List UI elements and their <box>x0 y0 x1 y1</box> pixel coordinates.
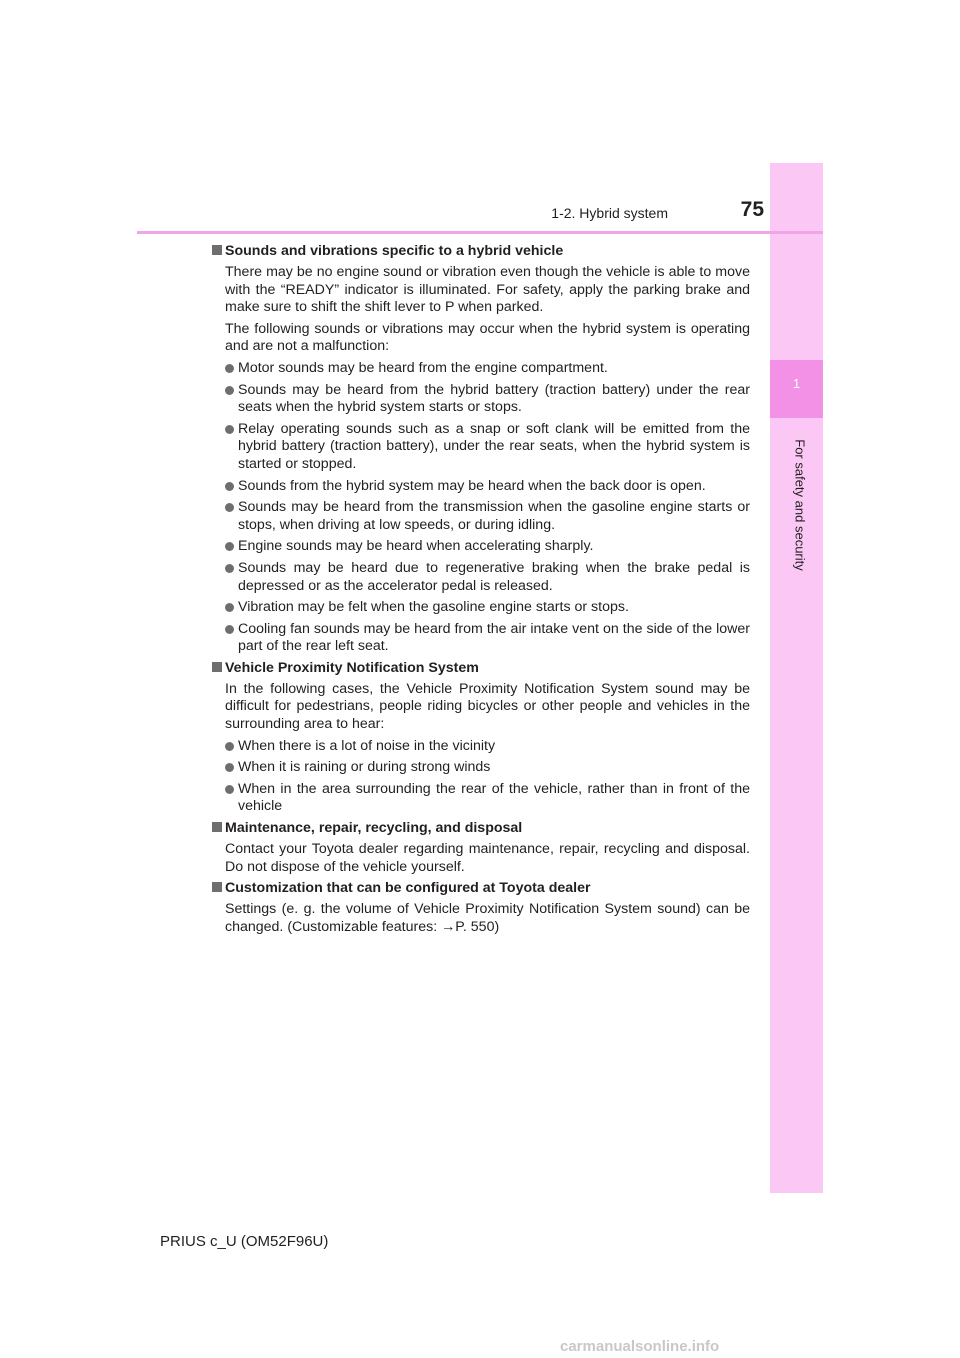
round-bullet-icon <box>225 425 234 434</box>
square-bullet-icon <box>212 882 222 892</box>
paragraph: Settings (e. g. the volume of Vehicle Proximity Notification System sound) can be changed. (Customizable features: →P. 550) <box>225 901 750 935</box>
list-item-text: When there is a lot of noise in the vicinity <box>238 737 496 754</box>
model-footer: PRIUS c_U (OM52F96U) <box>160 1233 329 1250</box>
paragraph: The following sounds or vibrations may occur when the hybrid system is operating and are not a malfunction: <box>225 320 750 355</box>
list-item <box>225 538 750 556</box>
section-heading-text: Sounds and vibrations specific to a hybrid vehicle <box>225 243 564 259</box>
round-bullet-icon <box>225 603 234 612</box>
chapter-side-band <box>770 163 823 1193</box>
section-heading <box>209 880 750 897</box>
list-item <box>225 421 750 474</box>
section-heading-text: Maintenance, repair, recycling, and disposal <box>225 820 523 837</box>
list-item <box>225 360 750 378</box>
list-item-text: Sounds from the hybrid system may be heard when the back door is open. <box>238 477 706 494</box>
section-heading-text: Customization that can be configured at Toyota dealer <box>225 880 591 897</box>
round-bullet-icon <box>225 386 234 395</box>
section-heading-text: Vehicle Proximity Notification System <box>225 659 479 676</box>
list-item <box>225 781 750 816</box>
page-number: 75 <box>740 198 764 221</box>
round-bullet-icon <box>225 482 234 491</box>
list-item-text: When it is raining or during strong winds <box>238 759 491 776</box>
paragraph: Contact your Toyota dealer regarding maintenance, repair, recycling and disposal. Do not dispose of the vehicle yourself. <box>225 841 750 875</box>
list-item <box>225 759 750 777</box>
round-bullet-icon <box>225 785 234 794</box>
paragraph: In the following cases, the Vehicle Proximity Notification System sound may be difficult for pedestrians, people riding bicycles or other people and vehicles in the surrounding area to hear: <box>225 680 750 733</box>
list-item-text: Sounds may be heard due to regenerative braking when the brake pedal is depressed or as the accelerator pedal is released. <box>238 559 750 594</box>
list-item <box>225 382 750 417</box>
list-item-text: Motor sounds may be heard from the engine compartment. <box>238 359 608 376</box>
round-bullet-icon <box>225 564 234 573</box>
round-bullet-icon <box>225 364 234 373</box>
list-item <box>225 599 750 617</box>
paragraph: There may be no engine sound or vibration even though the vehicle is able to move with the “READY” indicator is illuminated. For safety, apply the parking brake and make sure to shift the shift lever to P when parked. <box>225 264 750 316</box>
list-item-text: Vibration may be felt when the gasoline engine starts or stops. <box>238 599 629 616</box>
square-bullet-icon <box>212 822 222 832</box>
round-bullet-icon <box>225 742 234 751</box>
list-item <box>225 738 750 756</box>
list-item-text: Relay operating sounds such as a snap or soft clank will be emitted from the hybrid battery (traction battery), under the rear seats, when the hybrid system is started or stopped. <box>238 420 750 472</box>
round-bullet-icon <box>225 542 234 551</box>
square-bullet-icon <box>212 662 222 672</box>
list-item <box>225 621 750 656</box>
list-item <box>225 478 750 496</box>
round-bullet-icon <box>225 503 234 512</box>
watermark[interactable]: carmanualsonline.info <box>560 1338 720 1355</box>
section-heading <box>209 243 750 260</box>
chapter-title: For safety and security <box>792 439 808 571</box>
section-heading <box>209 820 750 837</box>
list-item <box>225 560 750 595</box>
list-item-text: Sounds may be heard from the transmission when the gasoline engine starts or stops, when driving at low speeds, or during idling. <box>238 499 750 533</box>
list-item-text: Cooling fan sounds may be heard from the air intake vent on the side of the lower part of the rear left seat. <box>238 620 750 655</box>
section-heading <box>209 660 750 677</box>
round-bullet-icon <box>225 763 234 772</box>
section-title: 1-2. Hybrid system <box>551 205 668 221</box>
round-bullet-icon <box>225 625 234 634</box>
list-item-text: When in the area surrounding the rear of the vehicle, rather than in front of the vehicle <box>238 780 750 815</box>
chapter-number: 1 <box>792 376 801 391</box>
square-bullet-icon <box>212 245 222 255</box>
list-item-text: Engine sounds may be heard when accelerating sharply. <box>238 538 594 555</box>
page-content <box>209 243 750 940</box>
header-rule <box>137 231 823 234</box>
list-item-text: Sounds may be heard from the hybrid battery (traction battery) under the rear seats when the hybrid system starts or stops. <box>238 381 750 416</box>
list-item <box>225 499 750 534</box>
